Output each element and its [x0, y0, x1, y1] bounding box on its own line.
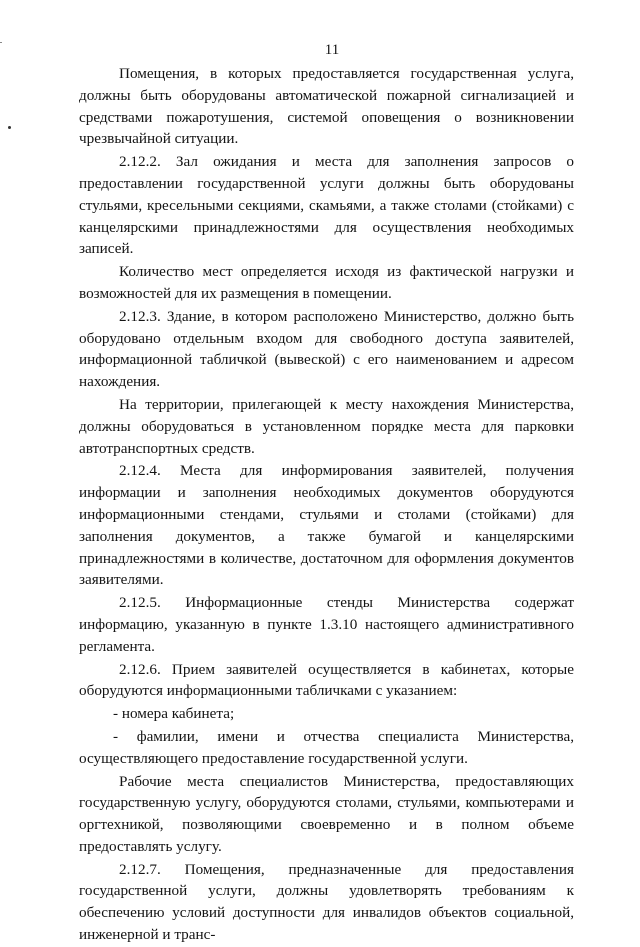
list-item-room-number: - номера кабинета;: [113, 705, 235, 723]
paragraph-seat-count: Количество мест определяется исходя из фактической нагрузки и возможностей для их размещения в помещении.: [79, 263, 574, 302]
paragraph-2-12-5: 2.12.5. Информационные стенды Министерства содержат информацию, указанную в пункте 1.3.10 настоящего административного регламента.: [79, 594, 574, 655]
paragraph-fire-safety: Помещения, в которых предоставляется государственная услуга, должны быть оборудованы автоматической пожарной сигнализацией и средствами пожаротушения, системой оповещения о возникновении чрезвычайной ситуации.: [79, 65, 574, 148]
paragraph-2-12-3: 2.12.3. Здание, в котором расположено Министерство, должно быть оборудовано отдельным входом для свободного доступа заявителей, информационной табличкой (вывеской) с его наименованием и адресом нахождения.: [79, 307, 574, 391]
paragraph-2-12-6: 2.12.6. Прием заявителей осуществляется в кабинетах, которые оборудуются информационными табличками с указанием:: [79, 660, 574, 700]
paragraph-2-12-7: 2.12.7. Помещения, предназначенные для предоставления государственной услуги, должны удовлетворять требованиям к обеспечению условий доступности для инвалидов объектов социальной, инженерной и транс-: [79, 860, 574, 944]
list-item-specialist-name: - фамилии, имени и отчества специалиста Министерства, осуществляющего предоставление государственной услуги.: [79, 727, 574, 767]
page-number: 11: [324, 42, 340, 58]
margin-dot: [8, 126, 11, 129]
paragraph-2-12-2: 2.12.2. Зал ожидания и места для заполнения запросов о предоставлении государственной услуги должны быть оборудованы стульями, кресельными секциями, скамьями, а также столами (стойками) с канцелярскими принадлежностями для осуществления необходимых записей.: [79, 153, 574, 258]
paragraph-2-12-4: 2.12.4. Места для информирования заявителей, получения информации и заполнения необходимых документов оборудуются информационными стендами, стульями и столами (стойками) для заполнения документов, а также бумагой и канцелярскими принадлежностями в количестве, достаточном для оформления документов заявителями.: [79, 462, 574, 589]
paragraph-parking: На территории, прилегающей к месту нахождения Министерства, должны оборудоваться в установленном порядке места для парковки автотранспортных средств.: [79, 395, 574, 457]
paragraph-workplaces: Рабочие места специалистов Министерства, предоставляющих государственную услугу, оборудуются столами, стульями, компьютерами и оргтехникой, позволяющими своевременно и в полном объеме предоставлять услугу.: [79, 772, 574, 855]
document-body: [79, 63, 574, 947]
